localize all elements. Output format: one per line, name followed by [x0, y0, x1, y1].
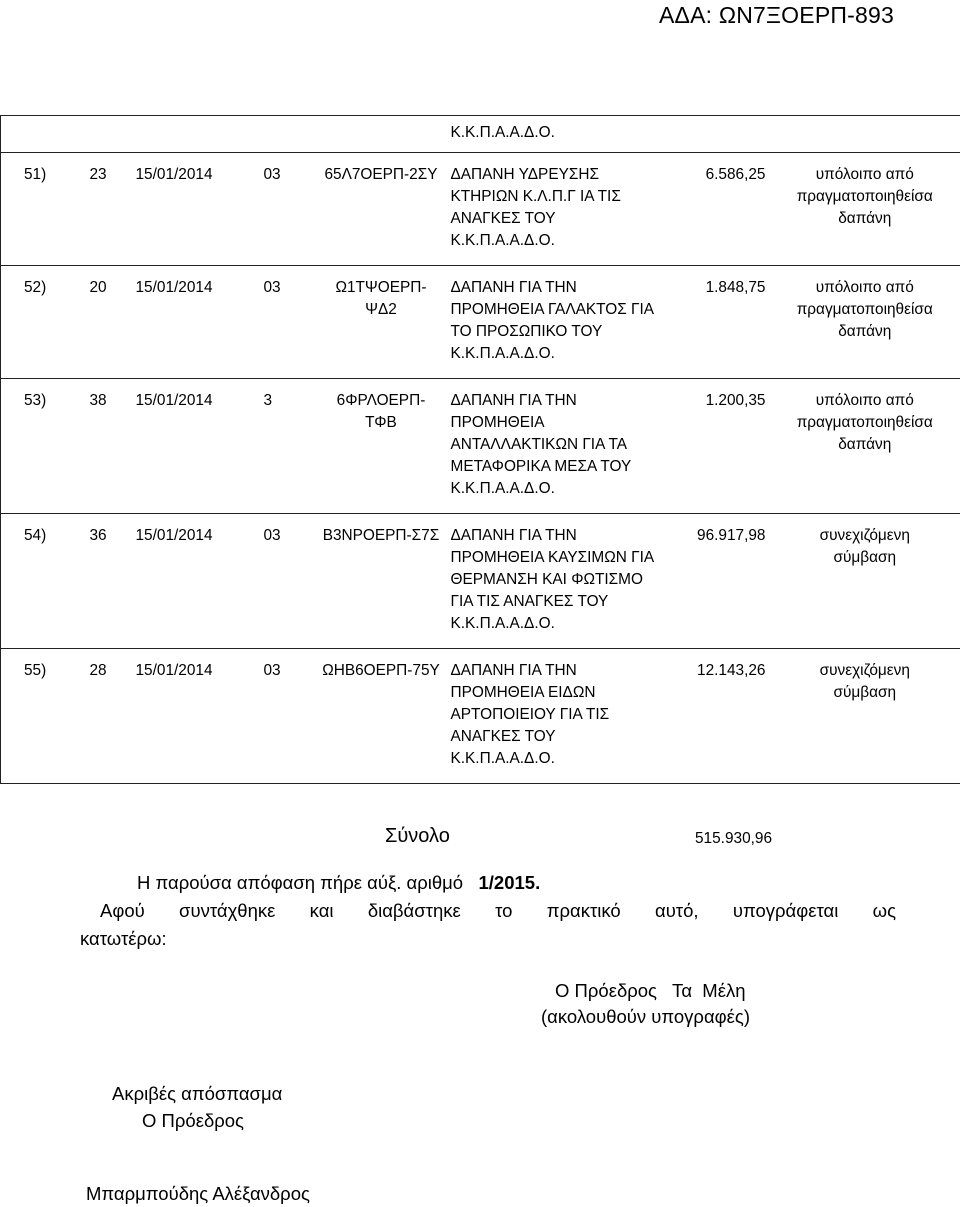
decision-line	[137, 872, 540, 894]
row-ada	[313, 379, 448, 514]
row-status-line: πραγματοποιηθείσα	[796, 188, 933, 205]
row-ada: Β3ΝΡΟΕΡΠ-Σ7Σ	[313, 514, 448, 649]
row-ada-line: Ω1ΤΨΟΕΡΠ-	[335, 279, 427, 296]
row-number: 54)	[1, 514, 86, 649]
row-date: 15/01/2014	[136, 379, 256, 514]
excerpt-president: Ο Πρόεδρος	[142, 1110, 244, 1131]
row-status-line: υπόλοιπο από	[815, 166, 914, 183]
row-status	[770, 649, 960, 784]
president-name: Μπαρμπούδης Αλέξανδρος	[86, 1183, 310, 1204]
row-date: 15/01/2014	[136, 266, 256, 379]
row-ada: ΩΗΒ6ΟΕΡΠ-75Υ	[313, 649, 448, 784]
row-description-line: ΑΡΤΟΠΟΙΕΙΟΥ ΓΙΑ ΤΙΣ	[450, 706, 610, 723]
row-description-line: ΤΟ ΠΡΟΣΩΠΙΚΟ ΤΟΥ	[450, 323, 603, 340]
expenses-table	[0, 115, 960, 784]
row-description-line: Κ.Κ.Π.Α.Α.Δ.Ο.	[450, 615, 555, 632]
closing-line-1: Αφού συντάχθηκε και διαβάστηκε το πρακτικό αυτό, υπογράφεται ως	[100, 900, 896, 921]
row-n: 28	[86, 649, 136, 784]
row-description-line: ΔΑΠΑΝΗ ΥΔΡΕΥΣΗΣ	[450, 166, 599, 183]
row-status-line: δαπάνη	[838, 323, 892, 340]
row-description-line: ΠΡΟΜΗΘΕΙΑ	[450, 414, 545, 431]
row-description-line: Κ.Κ.Π.Α.Α.Δ.Ο.	[450, 345, 555, 362]
table-row	[1, 379, 960, 514]
row-description-line: Κ.Κ.Π.Α.Α.Δ.Ο.	[450, 480, 555, 497]
row-amount: 12.143,26	[688, 649, 770, 784]
row-description-line: ΔΑΠΑΝΗ ΓΙΑ ΤΗΝ	[450, 279, 577, 296]
row-description-line: ΔΑΠΑΝΗ ΓΙΑ ΤΗΝ	[450, 527, 577, 544]
closing-line-2: κατωτέρω:	[80, 928, 167, 949]
row-status-line: υπόλοιπο από	[815, 279, 914, 296]
row-number: 53)	[1, 379, 86, 514]
table-row	[1, 514, 960, 649]
carry-text: Κ.Κ.Π.Α.Α.Δ.Ο.	[448, 116, 688, 153]
total-label: Σύνολο	[385, 825, 450, 847]
row-date: 15/01/2014	[136, 649, 256, 784]
row-description-line: Κ.Κ.Π.Α.Α.Δ.Ο.	[450, 232, 555, 249]
row-status-line: δαπάνη	[838, 210, 892, 227]
row-number: 51)	[1, 153, 86, 266]
row-amount: 6.586,25	[688, 153, 770, 266]
row-description	[448, 649, 688, 784]
row-description	[448, 514, 688, 649]
row-amount: 1.200,35	[688, 379, 770, 514]
row-description-line: Κ.Κ.Π.Α.Α.Δ.Ο.	[450, 750, 555, 767]
row-ada: 65Λ7ΟΕΡΠ-2ΣΥ	[313, 153, 448, 266]
row-code: 03	[256, 266, 313, 379]
row-n: 38	[86, 379, 136, 514]
row-description-line: ΠΡΟΜΗΘΕΙΑ ΕΙΔΩΝ	[450, 684, 596, 701]
row-ada-line: 6ΦΡΛΟΕΡΠ-	[336, 392, 426, 409]
table-row	[1, 153, 960, 266]
row-status	[770, 379, 960, 514]
row-status-line: δαπάνη	[838, 436, 892, 453]
row-date: 15/01/2014	[136, 153, 256, 266]
row-number: 55)	[1, 649, 86, 784]
row-description-line: ΚΤΗΡΙΩΝ Κ.Λ.Π.Γ ΙΑ ΤΙΣ	[450, 188, 621, 205]
row-description-line: ΑΝΑΓΚΕΣ ΤΟΥ	[450, 210, 556, 227]
row-code: 03	[256, 514, 313, 649]
row-status-line: σύμβαση	[833, 684, 897, 701]
row-status-line: πραγματοποιηθείσα	[796, 414, 933, 431]
total-value: 515.930,96	[695, 830, 773, 847]
row-description-line: ΓΙΑ ΤΙΣ ΑΝΑΓΚΕΣ ΤΟΥ	[450, 593, 609, 610]
row-status-line: σύμβαση	[833, 549, 897, 566]
signatories: Ο Πρόεδρος Τα Μέλη	[555, 980, 746, 1001]
carry-row	[1, 116, 960, 153]
row-code: 03	[256, 649, 313, 784]
row-status-line: συνεχιζόμενη	[819, 527, 910, 544]
excerpt-label: Ακριβές απόσπασμα	[112, 1083, 283, 1104]
row-status	[770, 153, 960, 266]
table-row	[1, 266, 960, 379]
row-status-line: συνεχιζόμενη	[819, 662, 910, 679]
row-number: 52)	[1, 266, 86, 379]
row-description-line: ΠΡΟΜΗΘΕΙΑ ΚΑΥΣΙΜΩΝ ΓΙΑ	[450, 549, 655, 566]
row-n: 20	[86, 266, 136, 379]
table-row	[1, 649, 960, 784]
row-description	[448, 153, 688, 266]
row-description-line: ΔΑΠΑΝΗ ΓΙΑ ΤΗΝ	[450, 662, 577, 679]
decision-text: Η παρούσα απόφαση πήρε αύξ. αριθμό	[137, 872, 464, 893]
row-amount: 1.848,75	[688, 266, 770, 379]
row-description-line: ΘΕΡΜΑΝΣΗ ΚΑΙ ΦΩΤΙΣΜΟ	[450, 571, 643, 588]
signatures-note: (ακολουθούν υπογραφές)	[541, 1006, 750, 1027]
row-description	[448, 266, 688, 379]
row-status	[770, 514, 960, 649]
row-amount: 96.917,98	[688, 514, 770, 649]
row-date: 15/01/2014	[136, 514, 256, 649]
row-n: 36	[86, 514, 136, 649]
row-description-line: ΑΝΑΓΚΕΣ ΤΟΥ	[450, 728, 556, 745]
row-status-line: πραγματοποιηθείσα	[796, 301, 933, 318]
row-description	[448, 379, 688, 514]
row-ada-line: ΨΔ2	[365, 301, 397, 318]
row-ada	[313, 266, 448, 379]
row-description-line: ΑΝΤΑΛΛΑΚΤΙΚΩΝ ΓΙΑ ΤΑ	[450, 436, 628, 453]
decision-number: 1/2015.	[478, 872, 541, 893]
ada-header: ΑΔΑ: ΩΝ7ΞΟΕΡΠ-893	[659, 2, 894, 28]
row-code: 3	[256, 379, 313, 514]
row-status-line: υπόλοιπο από	[815, 392, 914, 409]
row-code: 03	[256, 153, 313, 266]
row-description-line: ΜΕΤΑΦΟΡΙΚΑ ΜΕΣΑ ΤΟΥ	[450, 458, 632, 475]
row-ada-line: ΤΦΒ	[365, 414, 397, 431]
row-description-line: ΠΡΟΜΗΘΕΙΑ ΓΑΛΑΚΤΟΣ ΓΙΑ	[450, 301, 655, 318]
row-n: 23	[86, 153, 136, 266]
row-status	[770, 266, 960, 379]
row-description-line: ΔΑΠΑΝΗ ΓΙΑ ΤΗΝ	[450, 392, 577, 409]
